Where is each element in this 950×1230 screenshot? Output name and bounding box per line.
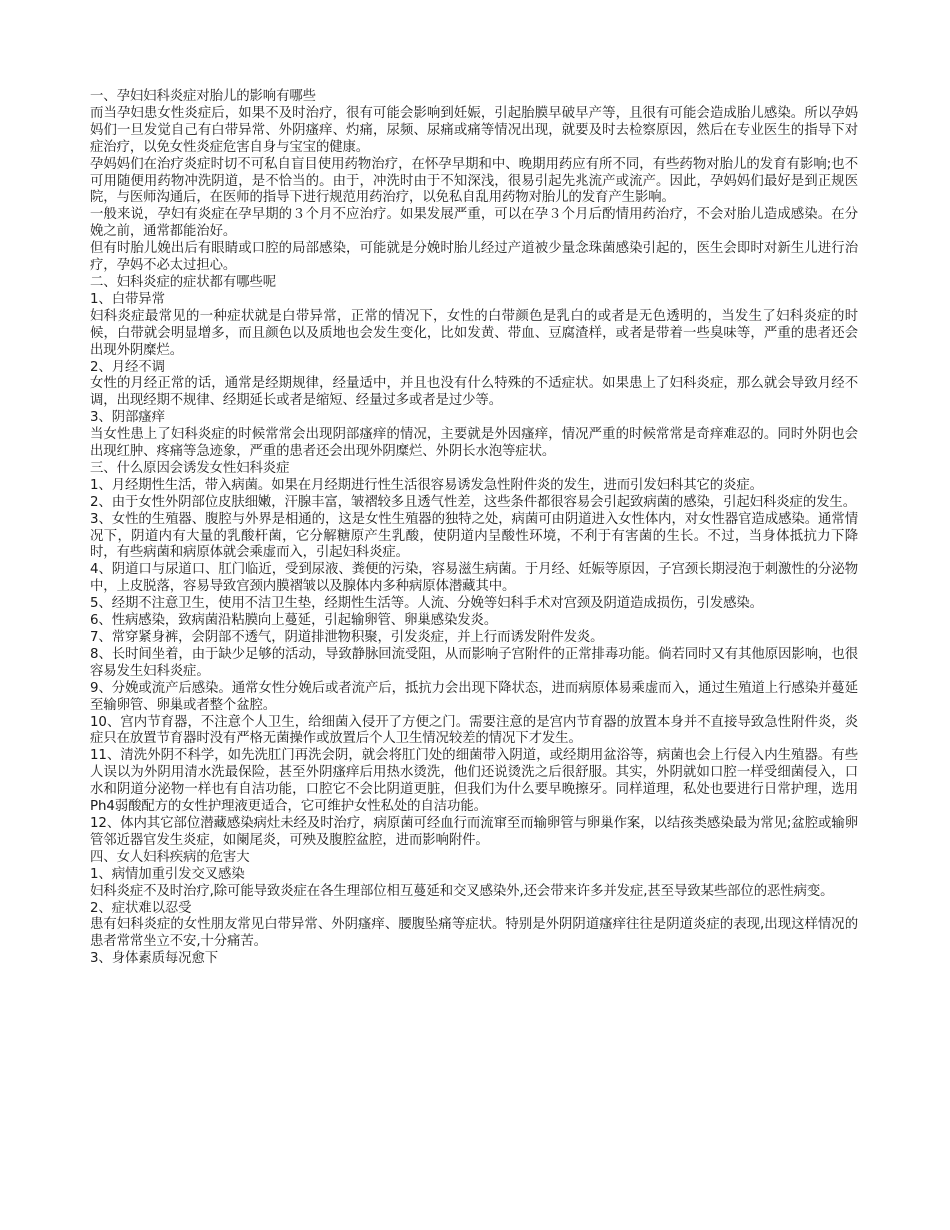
paragraph: 患有妇科炎症的女性朋友常见白带异常、外阴瘙痒、腰腹坠痛等症状。特别是外阴阴道瘙痒往往是阴道炎症的表现,出现这样情况的患者常常坐立不安,十分痛苦。 (90, 917, 858, 950)
paragraph: 当女性患上了妇科炎症的时候常常会出现阴部瘙痒的情况，主要就是外因瘙痒，情况严重的时候常常是奇痒难忍的。同时外阴也会出现红肿、疼痛等急迹象，严重的患者还会出现外阴糜烂、外阴长水泡等症状。 (90, 427, 858, 460)
paragraph: 妇科炎症不及时治疗,除可能导致炎症在各生理部位相互蔓延和交叉感染外,还会带来许多并发症,甚至导致某些部位的恶性病变。 (90, 883, 834, 899)
document-body (90, 89, 858, 968)
subheading: 2、月经不调 (90, 359, 165, 375)
list-item: 10、宫内节育器，不注意个人卫生，给细菌入侵开了方便之门。需要注意的是宫内节育器的放置本身并不直接导致急性附件炎，炎症只在放置节育器时没有严格无菌操作或放置后个人卫生情况较差的情况下才发生。 (90, 714, 858, 747)
subheading: 1、病情加重引发交叉感染 (90, 866, 245, 882)
paragraph: 而当孕妇患女性炎症后，如果不及时治疗，很有可能会影响到妊娠，引起胎膜早破早产等，且很有可能会造成胎儿感染。所以孕妈妈们一旦发觉自己有白带异常、外阴瘙痒、灼痛，尿频、尿痛或痛等情况出现，就要及时去检察原因，然后在专业医生的指导下对症治疗，以免女性炎症危害自身与宝宝的健康。 (90, 105, 858, 155)
subheading: 2、症状难以忍受 (90, 900, 192, 916)
list-item: 1、月经期性生活，带入病菌。如果在月经期进行性生活很容易诱发急性附件炎的发生，进而引发妇科其它的炎症。 (90, 477, 763, 493)
paragraph: 孕妈妈们在治疗炎症时切不可私自盲目使用药物治疗，在怀孕早期和中、晚期用药应有所不同，有些药物对胎儿的发育有影响;也不可用随便用药物冲洗阴道，是不恰当的。由于，冲洗时由于不知深浅，很易引起先兆流产或流产。因此，孕妈妈们最好是到正规医院，与医师沟通后，在医师的指导下进行规范用药治疗，以免私自乱用药物对胎儿的发育产生影响。 (90, 156, 858, 206)
section-heading-3: 三、什么原因会诱发女性妇科炎症 (90, 460, 290, 476)
paragraph: 女性的月经正常的话，通常是经期规律，经量适中，并且也没有什么特殊的不适症状。如果患上了妇科炎症，那么就会导致月经不调，出现经期不规律、经期延长或者是缩短、经量过多或者是过少等。 (90, 376, 858, 409)
list-item: 9、分娩或流产后感染。通常女性分娩后或者流产后，抵抗力会出现下降状态，进而病原体易乘虚而入，通过生殖道上行感染并蔓延至输卵管、卵巢或者整个盆腔。 (90, 680, 858, 713)
section-heading-1: 一、孕妇妇科炎症对胎儿的影响有哪些 (90, 89, 316, 104)
section-heading-4: 四、女人妇科疾病的危害大 (90, 849, 250, 865)
list-item: 7、常穿紧身裤，会阴部不透气，阴道排泄物积聚，引发炎症，并上行而诱发附件发炎。 (90, 630, 604, 645)
paragraph: 妇科炎症最常见的一种症状就是白带异常，正常的情况下，女性的白带颜色是乳白的或者是无色透明的，当发生了妇科炎症的时候，白带就会明显增多，而且颜色以及质地也会发生变化，比如发黄、带血、豆腐渣样，或者是带着一些臭味等，严重的患者还会出现外阴糜烂。 (90, 308, 858, 358)
subheading: 1、白带异常 (90, 291, 165, 307)
list-item: 11、清洗外阴不科学，如先洗肛门再洗会阴，就会将肛门处的细菌带入阴道，或经期用盆浴等，病菌也会上行侵入内生殖器。有些人误以为外阴用清水洗最保险，甚至外阴瘙痒后用热水烫洗，他们还说烫洗之后很舒服。其实，外阴就如口腔一样受细菌侵入，口水和阴道分泌物一样也有自洁功能，口腔它不会比阴道更脏，但我们为什么要早晚擦牙。同样道理，私处也要进行日常护理，选用Ph4弱酸配方的女性护理液更适合，它可维护女性私处的自洁功能。 (90, 748, 858, 815)
list-item: 6、性病感染，致病菌沿粘膜向上蔓延，引起输卵管、卵巢感染发炎。 (90, 613, 498, 629)
list-item: 5、经期不注意卫生，使用不洁卫生垫，经期性生活等。人流、分娩等妇科手术对宫颈及阴道造成损伤，引发感染。 (90, 596, 763, 612)
paragraph: 一般来说，孕妇有炎症在孕早期的３个月不应治疗。如果发展严重，可以在孕３个月后酌情用药治疗，不会对胎儿造成感染。在分娩之前，通常都能治好。 (90, 207, 858, 240)
list-item: 2、由于女性外阴部位皮肤细嫩，汗腺丰富，皱褶较多且透气性差，这些条件都很容易会引起致病菌的感染，引起妇科炎症的发生。 (90, 494, 856, 510)
list-item: 8、长时间坐着，由于缺少足够的活动，导致静脉回流受阻，从而影响子宫附件的正常排毒功能。倘若同时又有其他原因影响，也很容易发生妇科炎症。 (90, 646, 858, 679)
paragraph: 但有时胎儿娩出后有眼睛或口腔的局部感染，可能就是分娩时胎儿经过产道被少量念珠菌感染引起的，医生会即时对新生儿进行治疗，孕妈不必太过担心。 (90, 241, 858, 274)
list-item: 12、体内其它部位潜藏感染病灶未经及时治疗，病原菌可经血行而流窜至而输卵管与卵巢作案，以结孩类感染最为常见;盆腔或输卵管邻近器官发生炎症，如阑尾炎，可殃及腹腔盆腔，进而影响附件。 (90, 815, 858, 848)
section-heading-2: 二、妇科炎症的症状都有哪些呢 (90, 274, 277, 290)
subheading: 3、阴部瘙痒 (90, 410, 165, 426)
list-item: 4、阴道口与尿道口、肛门临近，受到尿液、粪便的污染，容易滋生病菌。于月经、妊娠等原因，子宫颈长期浸泡于刺激性的分泌物中，上皮脱落，容易导致宫颈内膜褶皱以及腺体内多种病原体潜藏其中。 (90, 562, 858, 595)
list-item: 3、女性的生殖器、腹腔与外界是相通的，这是女性生殖器的独特之处，病菌可由阴道进入女性体内，对女性器官造成感染。通常情况下，阴道内有大量的乳酸杆菌，它分解糖原产生乳酸，使阴道内呈酸性环境，不利于有害菌的生长。不过，当身体抵抗力下降时，有些病菌和病原体就会乘虚而入，引起妇科炎症。 (90, 511, 858, 561)
subheading: 3、身体素质每况愈下 (90, 951, 219, 967)
